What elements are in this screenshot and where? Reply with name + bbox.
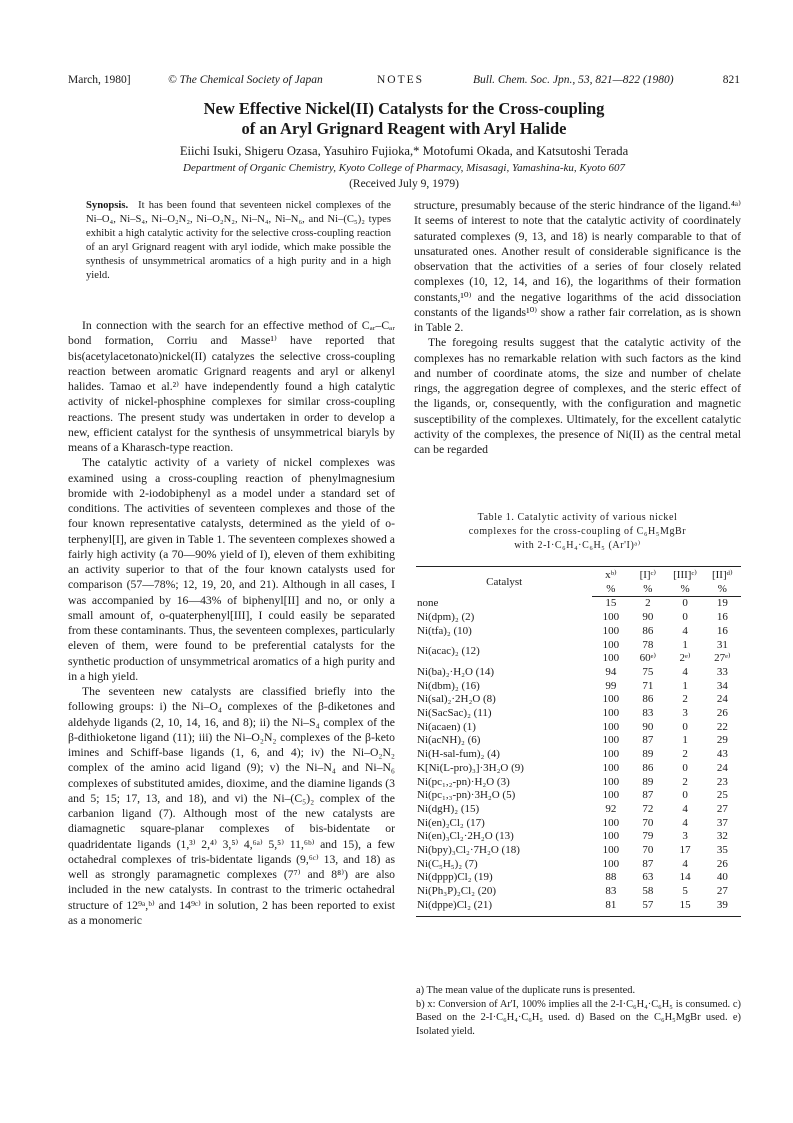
cell-II: 24 [716,761,728,774]
run-1-value: 31 [716,638,728,651]
synopsis [86,199,391,282]
header-copyright: © The Chemical Society of Japan [168,74,323,86]
cell-II: 37 [716,816,728,829]
paper-title-line-1: New Effective Nickel(II) Catalysts for the Cross-coupling [203,99,605,118]
cell-II: 27 [716,885,728,898]
cell-I: 83 [642,707,654,719]
synopsis-label: Synopsis. [86,200,129,211]
cell-I [629,639,666,666]
cell-II: 40 [716,871,728,884]
paper-title-line-2: of an Aryl Grignard Reagent with Aryl Halide [241,119,567,138]
run-2-value: 100 [602,652,620,665]
cell-x: 88 [605,871,617,884]
cell-III: 0 [682,597,688,610]
table-row [416,762,741,776]
catalyst-name: Ni(acac)₂ (12) [417,645,480,658]
catalyst-name: Ni(en)₂Cl₂ (17) [417,816,485,829]
cell-I: 58 [642,885,654,898]
table-row [416,899,741,916]
synopsis-paragraph [86,199,391,282]
cell-III: 3 [682,830,688,843]
cell-II: 26 [716,707,728,719]
cell-II: 29 [716,734,728,747]
cell-x [592,639,629,666]
table-caption-line: Table 1. Catalytic activity of various nickel [477,512,678,523]
cell-I: 89 [642,748,654,761]
duplicate-runs [705,639,740,666]
cell-I: 70 [642,816,654,829]
catalyst-name: Ni(en)₃Cl₂·2H₂O (13) [417,830,514,843]
run-1-value: 1 [682,638,688,651]
cell-II: 16 [716,611,728,624]
cell-III: 2 [682,693,688,706]
table-row [416,611,741,625]
cell-II: 23 [716,775,728,788]
cell-III: 15 [666,899,703,916]
cell-II: 32 [716,830,728,843]
cell-III: 5 [682,885,688,898]
cell-x: 100 [602,761,620,774]
table-row [416,844,741,858]
catalyst-name: Ni(sal)₂·2H₂O (8) [417,693,496,706]
synopsis-text: It has been found that seventeen nickel complexes of the Ni–O₄, Ni–S₄, Ni–O₂N₂, Ni–O₂N₂, Ni–N₄, Ni–N₆, and Ni–(C₅)₂ types exhibit a high catalytic activity for the selective cross-coupling reaction of an aryl Grignard reagent with aryl iodide, which make possible the synthesis of unsymmetrical aromatics of a high purity and in a high yield. [86,200,391,281]
cell-x: 83 [605,885,617,898]
cell-x: 99 [605,679,617,692]
body-paragraph: structure, presumably because of the steric hindrance of the ligand.⁴ᵃ⁾ It seems of interest to note that the catalytic activity of coordinately saturated complexes (9, 13, and 18) is nearly comparable to that of unsaturated ones. Another result of considerable significance is the observation that the activities of a series of four closely related complexes (10, 12, 14, and 16), the logarithms of their formation constants,¹⁰⁾ and the negative logarithms of the acid dissociation constants of the ligands¹⁰⁾ show a rather fair correlation, as is shown in Table 2. [414,199,741,334]
header-date: March, 1980] [68,74,131,86]
table-row [416,830,741,844]
cell-I: 2 [645,597,651,610]
catalyst-name: K[Ni(L-pro)₃]·3H₂O (9) [417,761,524,774]
cell-III [666,639,703,666]
cell-x: 100 [602,707,620,719]
cell-III: 14 [679,871,691,884]
cell-I: 79 [642,830,654,843]
catalyst-name: Ni(pc₁,₂-pn)·H₂O (3) [417,775,510,788]
catalyst-name: Ni(H-sal-fum)₂ (4) [417,748,500,761]
duplicate-runs [630,639,665,666]
cell-III: 1 [682,734,688,747]
table-body [416,597,741,916]
cell-I: 90 [642,720,654,733]
cell-II [704,639,741,666]
table-row [416,748,741,762]
cell-III: 2 [682,775,688,788]
cell-x: 100 [602,720,620,733]
table-row [416,885,741,899]
cell-I: 70 [642,844,654,857]
cell-III: 4 [682,665,688,678]
cell-II: 16 [716,624,728,637]
catalyst-name: Ni(tfa)₂ (10) [417,624,472,637]
cell-I: 72 [642,802,654,815]
unit-III: % [666,583,703,597]
cell-I: 57 [629,899,666,916]
table-row [416,871,741,885]
header-II: [II]ᵈ⁾ [704,567,741,583]
cell-I: 71 [642,679,654,692]
table-row [416,721,741,735]
cell-III: 4 [682,802,688,815]
catalyst-name: Ni(dgH)₂ (15) [417,802,480,815]
header-section: NOTES [377,74,425,86]
cell-x: 100 [602,611,620,624]
unit-I: % [629,583,666,597]
cell-III: 3 [682,707,688,719]
cell-III: 0 [682,720,688,733]
cell-I: 89 [642,775,654,788]
header-x: xᵇ⁾ [592,567,629,583]
duplicate-runs [667,639,702,666]
catalyst-name: Ni(dppe)Cl₂ (21) [416,899,592,916]
header-catalyst: Catalyst [416,567,592,597]
table-row [416,666,741,680]
table-row [416,734,741,748]
table-header-row [416,567,741,583]
table-row [416,858,741,872]
run-1-value: 78 [642,638,654,651]
unit-II: % [704,583,741,597]
table-row [416,639,741,666]
cell-III: 4 [682,857,688,870]
cell-x: 100 [602,830,620,843]
catalyst-name: Ni(bpy)₃Cl₂·7H₂O (18) [417,844,520,857]
cell-II: 19 [716,597,728,610]
run-1-value: 100 [602,638,620,651]
cell-III: 0 [682,611,688,624]
cell-II: 33 [716,665,728,678]
cell-II: 25 [716,789,728,802]
cell-I: 75 [642,665,654,678]
header-page-number: 821 [722,74,740,86]
table-row [416,707,741,721]
catalyst-name: Ni(SacSac)₂ (11) [417,707,492,719]
table-caption-line: complexes for the cross-coupling of C₆H₅MgBr [468,526,687,537]
cell-III: 4 [682,816,688,829]
cell-x: 100 [602,775,620,788]
cell-I: 87 [642,857,654,870]
cell-II: 27 [716,802,728,815]
table-row [416,693,741,707]
cell-x: 100 [602,857,620,870]
header-III: [III]ᶜ⁾ [666,567,703,583]
cell-II: 35 [716,844,728,857]
cell-I: 90 [642,611,654,624]
catalyst-name: Ni(dpm)₂ (2) [417,611,475,624]
cell-x: 100 [602,693,620,706]
cell-x: 81 [592,899,629,916]
table-row [416,817,741,831]
cell-II: 34 [716,679,728,692]
cell-III: 1 [682,679,688,692]
cell-I: 86 [642,624,654,637]
body-paragraph: The catalytic activity of a variety of nickel complexes was examined using a cross-coupling reaction of phenylmagnesium bromide with 2-iodobiphenyl as a model under a standard set of conditions. The activities of seventeen complexes and those of the four known representative catalysts, determined as the yield of o-terphenyl[I], are given in Table 1. The seventeen complexes showed a fairly high activity (a 70—90% yield of I), eleven of them exhibiting an activity superior to that of the four known catalysts used for comparison (57—78%; 12, 19, 20, and 21). Although in all cases, I was accompanied by 16—43% of biphenyl[II] and no, or only a small amount of, o-quaterphenyl[III], I could easily be separated from these contaminants. Thus, the seventeen complexes, particularly eleven of them, were found to be preferential catalysts for the synthetic production of unsymmetrical aromatics of a high purity and in a high yield. [68,456,395,683]
cell-II: 26 [716,857,728,870]
received-date: (Received July 9, 1979) [349,178,459,190]
body-paragraph: The foregoing results suggest that the catalytic activity of the complexes has no remarkable relation with such factors as the kind and number of coordinate atoms, the size and number of chelate rings, the aggregation degree of complexes, and the steric effect of the ligands, or, consequently, with the configuration and magnetic susceptibility of the complexes. Ultimately, for the excellent catalytic activity of the complexes, the presence of Ni(II) as the central metal can be regarded [414,336,741,456]
cell-III: 0 [682,789,688,802]
paper-title [68,99,740,139]
cell-III: 0 [682,761,688,774]
table-row [416,597,741,611]
author-list: Eiichi Isuki, Shigeru Ozasa, Yasuhiro Fujioka,* Motofumi Okada, and Katsutoshi Terada [179,144,629,158]
cell-x: 100 [602,734,620,747]
cell-I: 87 [642,789,654,802]
cell-I: 86 [642,761,654,774]
duplicate-runs [593,639,628,666]
left-column [68,318,395,928]
table-1 [416,566,741,917]
header-I: [I]ᶜ⁾ [629,567,666,583]
cell-x: 100 [602,789,620,802]
catalyst-name: Ni(dppp)Cl₂ (19) [417,871,493,884]
affiliation: Department of Organic Chemistry, Kyoto College of Pharmacy, Misasagi, Yamashina-ku, Kyoto 607 [183,162,625,174]
right-column [414,198,741,457]
cell-III: 2 [682,748,688,761]
catalyst-name: none [417,597,439,610]
run-2-value: 27ᵉ⁾ [714,652,731,665]
cell-x: 15 [605,597,617,610]
table-row [416,776,741,790]
catalyst-name: Ni(acaen) (1) [417,720,476,733]
cell-I: 63 [642,871,654,884]
cell-III: 4 [682,624,688,637]
catalyst-name: Ni(C₅H₅)₂ (7) [417,857,478,870]
table-footnotes [416,984,741,1038]
cell-I: 87 [642,734,654,747]
catalyst-name: Ni(Ph₃P)₂Cl₂ (20) [417,885,497,898]
body-paragraph: The seventeen new catalysts are classified briefly into the following groups: i) the Ni–O₄ complexes of the β-diketones and aldehyde ligands (2, 10, 14, 16, and 8); ii) the Ni–S₄ complex of the β-dithioketone ligand (11); iii) the Ni–O₂N₂ complexes of the β-keto imines and Schiff-base ligands (1, 6, and 4); iv) the Ni–O₂N₂ complex of the amino acid ligand (9); v) the Ni–N₄ and Ni–N₆ complexes of substituted amides, dioxime, and the diamine ligands (3 and 5; 15; 17, 13, and 18), and vi) the Ni–(C₅)₂ complex of the carbanion ligand (7). Although most of the new catalysts are diamagnetic square-planar complexes of bis-bidentate or quadridentate ligands (1,³⁾ 2,⁴⁾ 3,⁵⁾ 4,⁶ᵃ⁾ 5,⁵⁾ 11,⁶ᵇ⁾ and 15), a few octahedral complexes of tris-bidentate ligands (9,⁶ᶜ⁾ 13, and 18) as well as strongly paramagnetic complexes (7⁷⁾ and 8⁸⁾) are also included in the new catalysts. In contrast to the trimeric octahedral structure of 12⁹ᵃ,ᵇ⁾ and 14⁹ᶜ⁾ in solution, 2 has been reported to exist as a monomeric [68,685,395,927]
catalyst-name: Ni(pc₁,₃-pn)·3H₂O (5) [417,789,516,802]
cell-x: 100 [602,816,620,829]
table-row [416,625,741,639]
footnote: b) x: Conversion of Ar'I, 100% implies all the 2-I·C₆H₄·C₆H₅ is consumed. c) Based on the 2-I·C₆H₄·C₆H₅ used. d) Based on the C₆H₅MgBr used. e) Isolated yield. [416,998,741,1037]
cell-x: 100 [602,748,620,761]
footnote: a) The mean value of the duplicate runs is presented. [416,985,636,996]
catalyst-name: Ni(acNH)₂ (6) [417,734,481,747]
catalyst-name: Ni(ba)₂·H₂O (14) [417,665,495,678]
table-row [416,680,741,694]
body-paragraph: In connection with the search for an effective method of Cₐᵣ–Cₐᵣ bond formation, Corriu and Masse¹⁾ have reported that bis(acetylacetonato)nickel(II) catalyzes the selective cross-coupling reaction between aromatic Grignard reagents and aryl or alkenyl halides. Tamao et al.²⁾ have independently found a high catalytic activity of nickel-phosphine complexes for similar cross-coupling reactions. The present study was undertaken in order to develop a new, efficient catalyst for the synthesis of unsymmetrical biaryls by means of a Kharasch-type reaction. [68,319,395,454]
run-2-value: 60ᵉ⁾ [639,652,657,665]
unit-x: % [592,583,629,597]
cell-x: 92 [605,802,617,815]
cell-II: 39 [704,899,741,916]
table-row [416,789,741,803]
table-caption [414,511,741,553]
cell-II: 22 [716,720,728,733]
cell-I: 86 [642,693,654,706]
cell-x: 94 [605,665,617,678]
run-2-value: 2ᵉ⁾ [679,652,691,665]
cell-III: 17 [679,844,691,857]
running-header [68,72,740,88]
catalyst-name: Ni(dbm)₂ (16) [417,679,480,692]
cell-II: 24 [716,693,728,706]
cell-II: 43 [716,748,728,761]
table-row [416,803,741,817]
cell-x: 100 [602,844,620,857]
header-journal: Bull. Chem. Soc. Jpn., 53, 821—822 (1980) [473,74,674,86]
table-caption-line: with 2-I·C₆H₄·C₆H₅ (Ar'I)ᵃ⁾ [514,540,641,551]
cell-x: 100 [602,624,620,637]
catalyst-table [416,566,741,917]
